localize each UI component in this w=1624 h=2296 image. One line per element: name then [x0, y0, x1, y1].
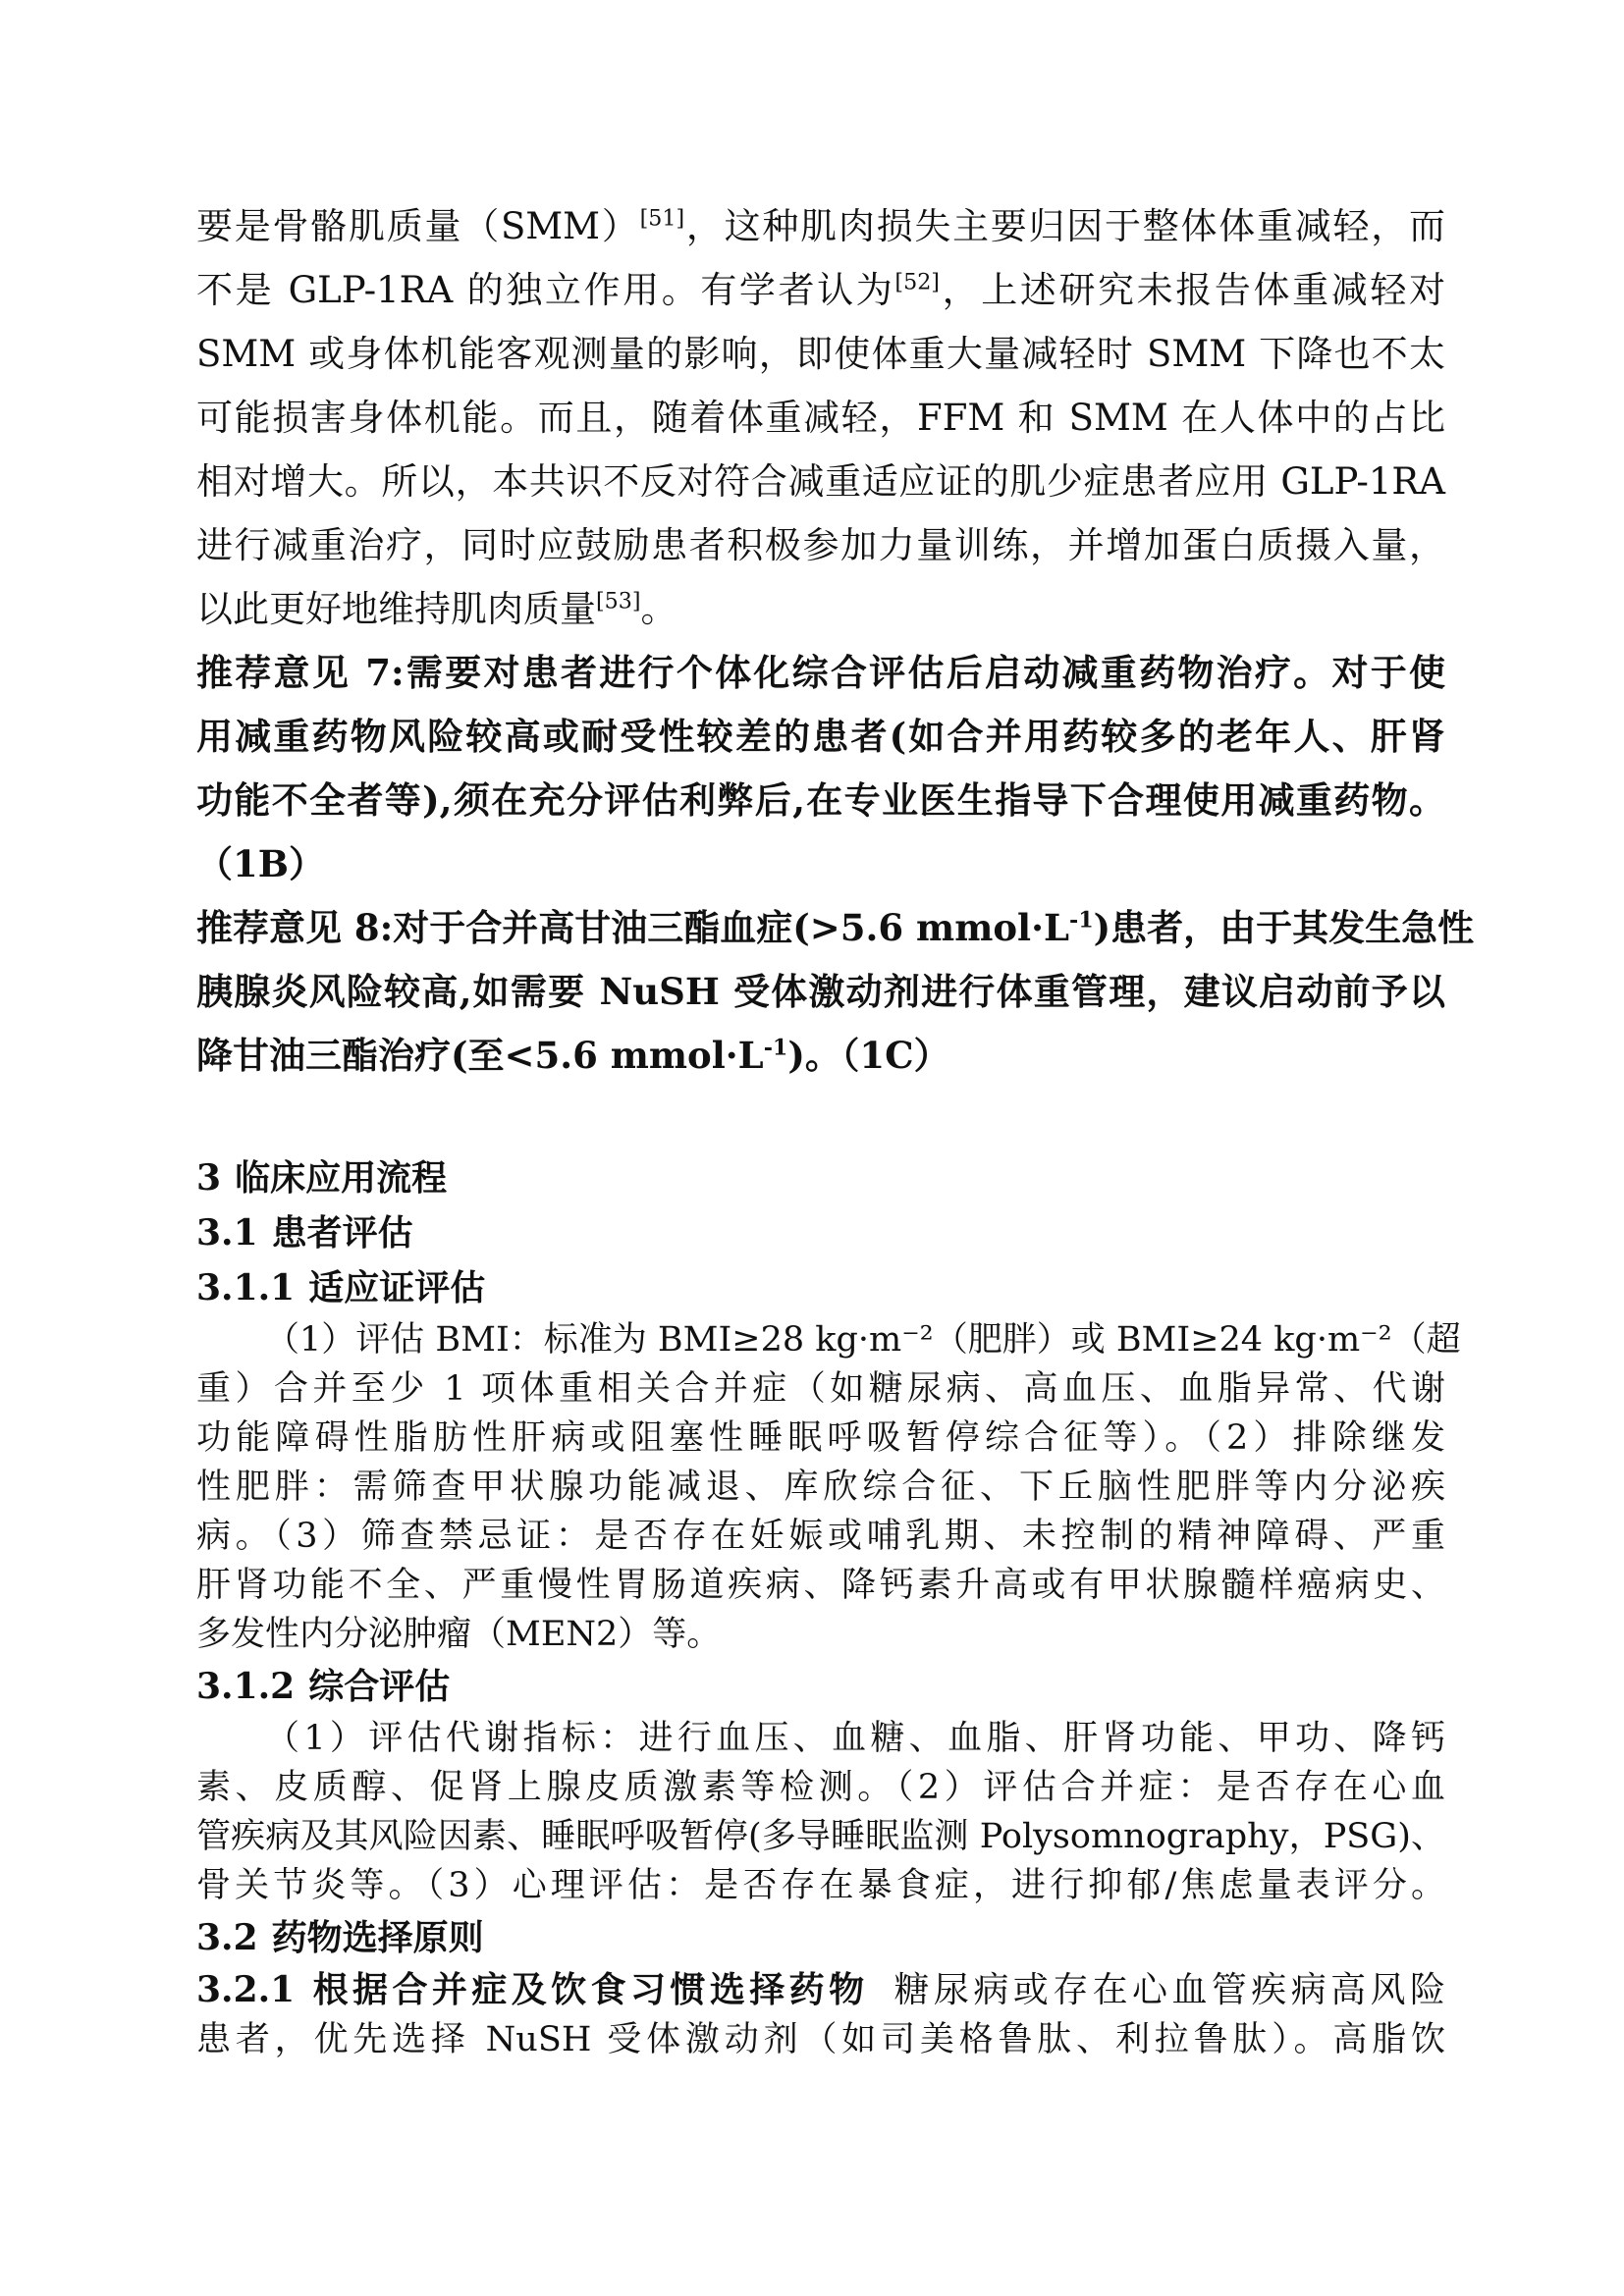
section-title: 根据合并症及饮食习惯选择药物 [308, 1969, 869, 2010]
text-run: 推荐意见 8:对于合并高甘油三酯血症(>5.6 mmol·L [196, 906, 1069, 949]
text-line [196, 577, 1445, 641]
section-heading-3 [196, 1150, 1445, 1205]
text-line [196, 1965, 1445, 2015]
text-line: 患者，优先选择 NuSH 受体激动剂（如司美格鲁肽、利拉鲁肽）。高脂饮 [196, 2020, 1445, 2059]
section-title: 药物选择原则 [271, 1917, 484, 1958]
recommendation-7 [196, 641, 1445, 896]
text-run: ，这种肌肉损失主要归因于整体体重减轻，而 [684, 205, 1445, 247]
section-number: 3.1.2 [196, 1666, 296, 1707]
section-number: 3 [196, 1157, 222, 1199]
document-page [196, 194, 1475, 2064]
text-run: )。（1C） [787, 1034, 950, 1077]
section-number: 3.1.1 [196, 1267, 296, 1308]
text-run: 要是骨骼肌质量（SMM） [196, 205, 640, 247]
section-heading-3-1-1 [196, 1260, 1445, 1315]
text-run: 不是 GLP-1RA 的独立作用。有学者认为 [196, 269, 895, 311]
spacer [196, 1088, 1445, 1150]
text-line: 病。（3）筛查禁忌证：是否存在妊娠或哺乳期、未控制的精神障碍、严重 [196, 1517, 1445, 1556]
text-line: 肝肾功能不全、严重慢性胃肠道疾病、降钙素升高或有甲状腺髓样癌病史、 [196, 1566, 1445, 1605]
text-line: 多发性内分泌肿瘤（MEN2）等。 [196, 1615, 722, 1654]
section-title: 患者评估 [271, 1212, 413, 1254]
text-run: ，上述研究未报告体重减轻对 [939, 269, 1445, 311]
text-run: 。 [640, 588, 677, 630]
citation: [53] [596, 588, 641, 614]
text-line: SMM 或身体机能客观测量的影响，即使体重大量减轻时 SMM 下降也不太 [196, 333, 1445, 375]
text-line: 相对增大。所以，本共识不反对符合减重适应证的肌少症患者应用 GLP-1RA [196, 460, 1445, 503]
superscript: -1 [1068, 907, 1094, 934]
text-line: 胰腺炎风险较高,如需要 NuSH 受体激动剂进行体重管理，建议启动前予以 [196, 970, 1445, 1013]
text-run: 以此更好地维持肌肉质量 [196, 588, 596, 630]
text-line: （1B） [196, 842, 326, 885]
section-number: 3.1 [196, 1212, 258, 1254]
text-line: 素、皮质醇、促肾上腺皮质激素等检测。（2）评估合并症：是否存在心血 [196, 1768, 1445, 1807]
body-paragraph [196, 1315, 1461, 1659]
text-line [196, 1024, 1445, 1088]
section-title: 适应证评估 [308, 1267, 486, 1308]
text-line: 进行减重治疗，同时应鼓励患者积极参加力量训练，并增加蛋白质摄入量， [196, 524, 1445, 566]
section-heading-3-1-2 [196, 1659, 1445, 1714]
section-title: 临床应用流程 [235, 1157, 448, 1199]
body-paragraph [196, 1714, 1445, 1910]
text-line: 可能损害身体机能。而且，随着体重减轻，FFM 和 SMM 在人体中的占比 [196, 397, 1445, 439]
text-run: 降甘油三酯治疗(至<5.6 mmol·L [196, 1034, 764, 1077]
text-line: 重）合并至少 1 项体重相关合并症（如糖尿病、高血压、血脂异常、代谢 [196, 1369, 1445, 1409]
body-paragraph [196, 1965, 1445, 2064]
text-run: )患者，由于其发生急性 [1093, 906, 1475, 949]
text-line: 功能不全者等),须在充分评估利弊后,在专业医生指导下合理使用减重药物。 [196, 778, 1445, 822]
body-paragraph [196, 194, 1445, 641]
text-line [196, 896, 1475, 960]
section-heading-3-2 [196, 1910, 1445, 1965]
citation: [52] [894, 269, 940, 295]
text-line: 用减重药物风险较高或耐受性较差的患者(如合并用药较多的老年人、肝肾 [196, 715, 1445, 758]
text-line [196, 258, 1445, 322]
section-number: 3.2 [196, 1917, 258, 1958]
text-run: 糖尿病或存在心血管疾病高风险 [893, 1970, 1445, 2010]
text-line: 骨关节炎等。（3）心理评估：是否存在暴食症，进行抑郁/焦虑量表评分。 [196, 1866, 1445, 1905]
recommendation-8 [196, 896, 1475, 1088]
section-number: 3.2.1 [196, 1969, 296, 2010]
superscript: -1 [763, 1035, 788, 1061]
text-line: （1）评估 BMI：标准为 BMI≥28 kg·m⁻²（肥胖）或 BMI≥24 kg·m⁻²（超 [265, 1320, 1461, 1360]
text-line: 推荐意见 7:需要对患者进行个体化综合评估后启动减重药物治疗。对于使 [196, 651, 1445, 694]
text-line: 功能障碍性脂肪性肝病或阻塞性睡眠呼吸暂停综合征等）。（2）排除继发 [196, 1418, 1445, 1458]
text-line: （1）评估代谢指标：进行血压、血糖、血脂、肝肾功能、甲功、降钙 [265, 1719, 1445, 1758]
section-heading-3-1 [196, 1205, 1445, 1260]
citation: [51] [639, 205, 685, 232]
section-heading-3-2-1 [196, 1969, 869, 2010]
text-line [196, 194, 1445, 258]
text-line: 管疾病及其风险因素、睡眠呼吸暂停(多导睡眠监测 Polysomnography，PSG)、 [196, 1817, 1445, 1856]
text-line: 性肥胖：需筛查甲状腺功能减退、库欣综合征、下丘脑性肥胖等内分泌疾 [196, 1468, 1445, 1507]
section-title: 综合评估 [308, 1666, 451, 1707]
